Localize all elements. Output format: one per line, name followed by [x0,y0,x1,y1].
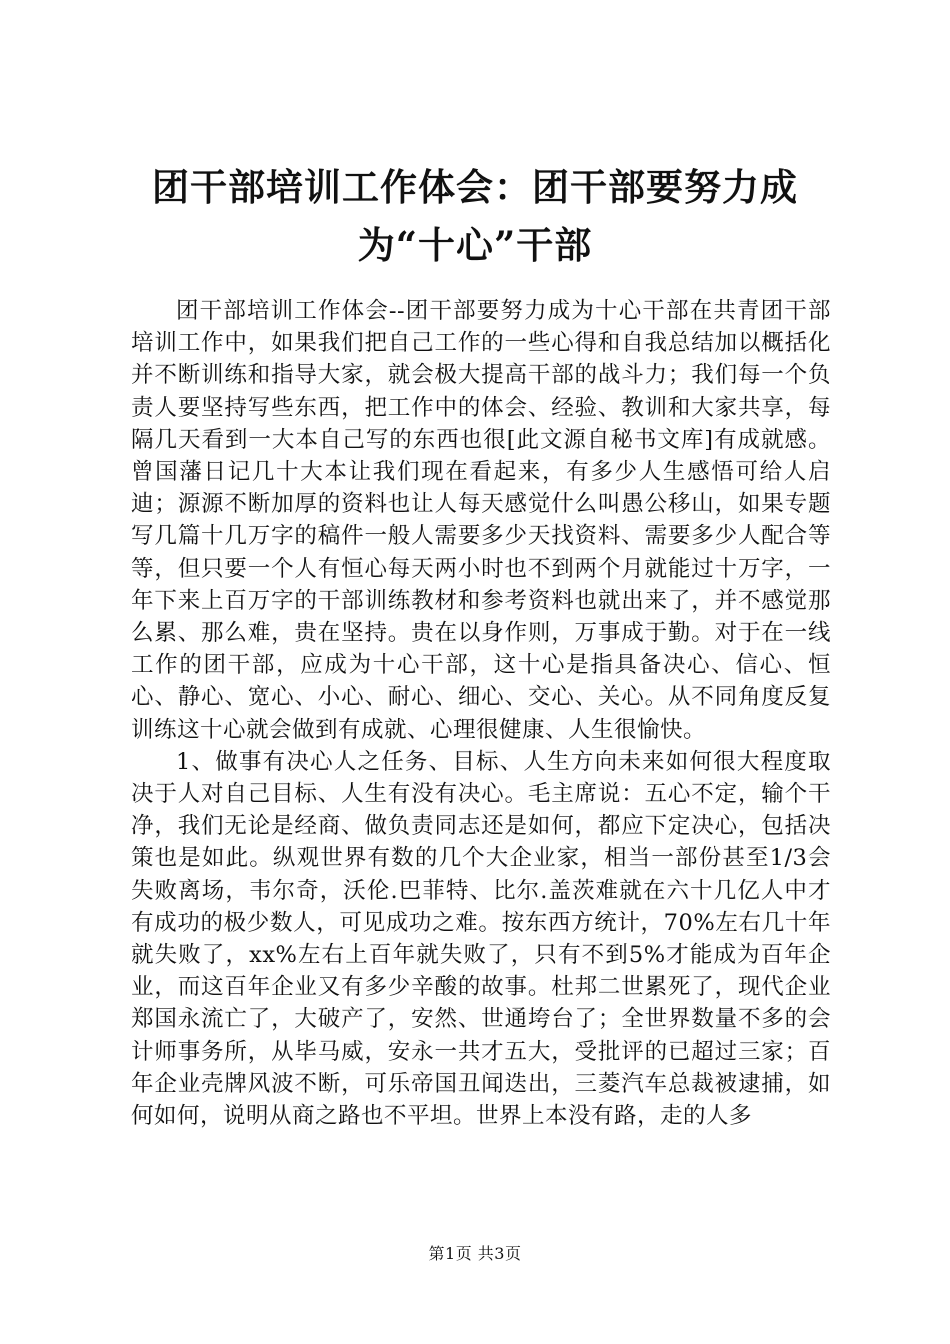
body-paragraph: 团干部培训工作体会--团干部要努力成为十心干部在共青团干部培训工作中，如果我们把自己工作的一些心得和自我总结加以概括化并不断训练和指导大家，就会极大提高干部的战斗力；我们每一个负责人要坚持写些东西，把工作中的体会、经验、教训和大家共享，每隔几天看到一大本自己写的东西也很[此文源自秘书文库]有成就感。曾国藩日记几十大本让我们现在看起来，有多少人生感悟可给人启迪；源源不断加厚的资料也让人每天感觉什么叫愚公移山，如果专题写几篇十几万字的稿件一般人需要多少天找资料、需要多少人配合等等，但只要一个人有恒心每天两小时也不到两个月就能过十万字，一年下来上百万字的干部训练教材和参考资料也就出来了，并不感觉那么累、那么难，贵在坚持。贵在以身作则，万事成于勤。对于在一线工作的团干部，应成为十心干部，这十心是指具备决心、信心、恒心、静心、宽心、小心、耐心、细心、交心、关心。从不同角度反复训练这十心就会做到有成就、心理很健康、人生很愉快。 [131,298,831,743]
body-paragraph: 1、做事有决心人之任务、目标、人生方向未来如何很大程度取决于人对自己目标、人生有没有决心。毛主席说：五心不定，输个干净，我们无论是经商、做负责同志还是如何，都应下定决心，包括决策也是如此。纵观世界有数的几个大企业家，相当一部份甚至1/3会失败离场，韦尔奇，沃伦.巴菲特、比尔.盖茨难就在六十几亿人中才有成功的极少数人，可见成功之难。按东西方统计，70%左右几十年就失败了，xx%左右上百年就失败了，只有不到5%才能成为百年企业，而这百年企业又有多少辛酸的故事。杜邦二世累死了，现代企业郑国永流亡了，大破产了，安然、世通垮台了；全世界数量不多的会计师事务所，从毕马威，安永一共才五大，受批评的已超过三家；百年企业壳牌风波不断，可乐帝国丑闻迭出，三菱汽车总裁被逮捕，如何如何，说明从商之路也不平坦。世界上本没有路，走的人多 [131,748,831,1130]
document-title: 团干部培训工作体会：团干部要努力成为“十心”干部 [152,165,798,267]
page-footer: 第1页 共3页 [428,1244,522,1263]
document-body [131,295,831,1132]
